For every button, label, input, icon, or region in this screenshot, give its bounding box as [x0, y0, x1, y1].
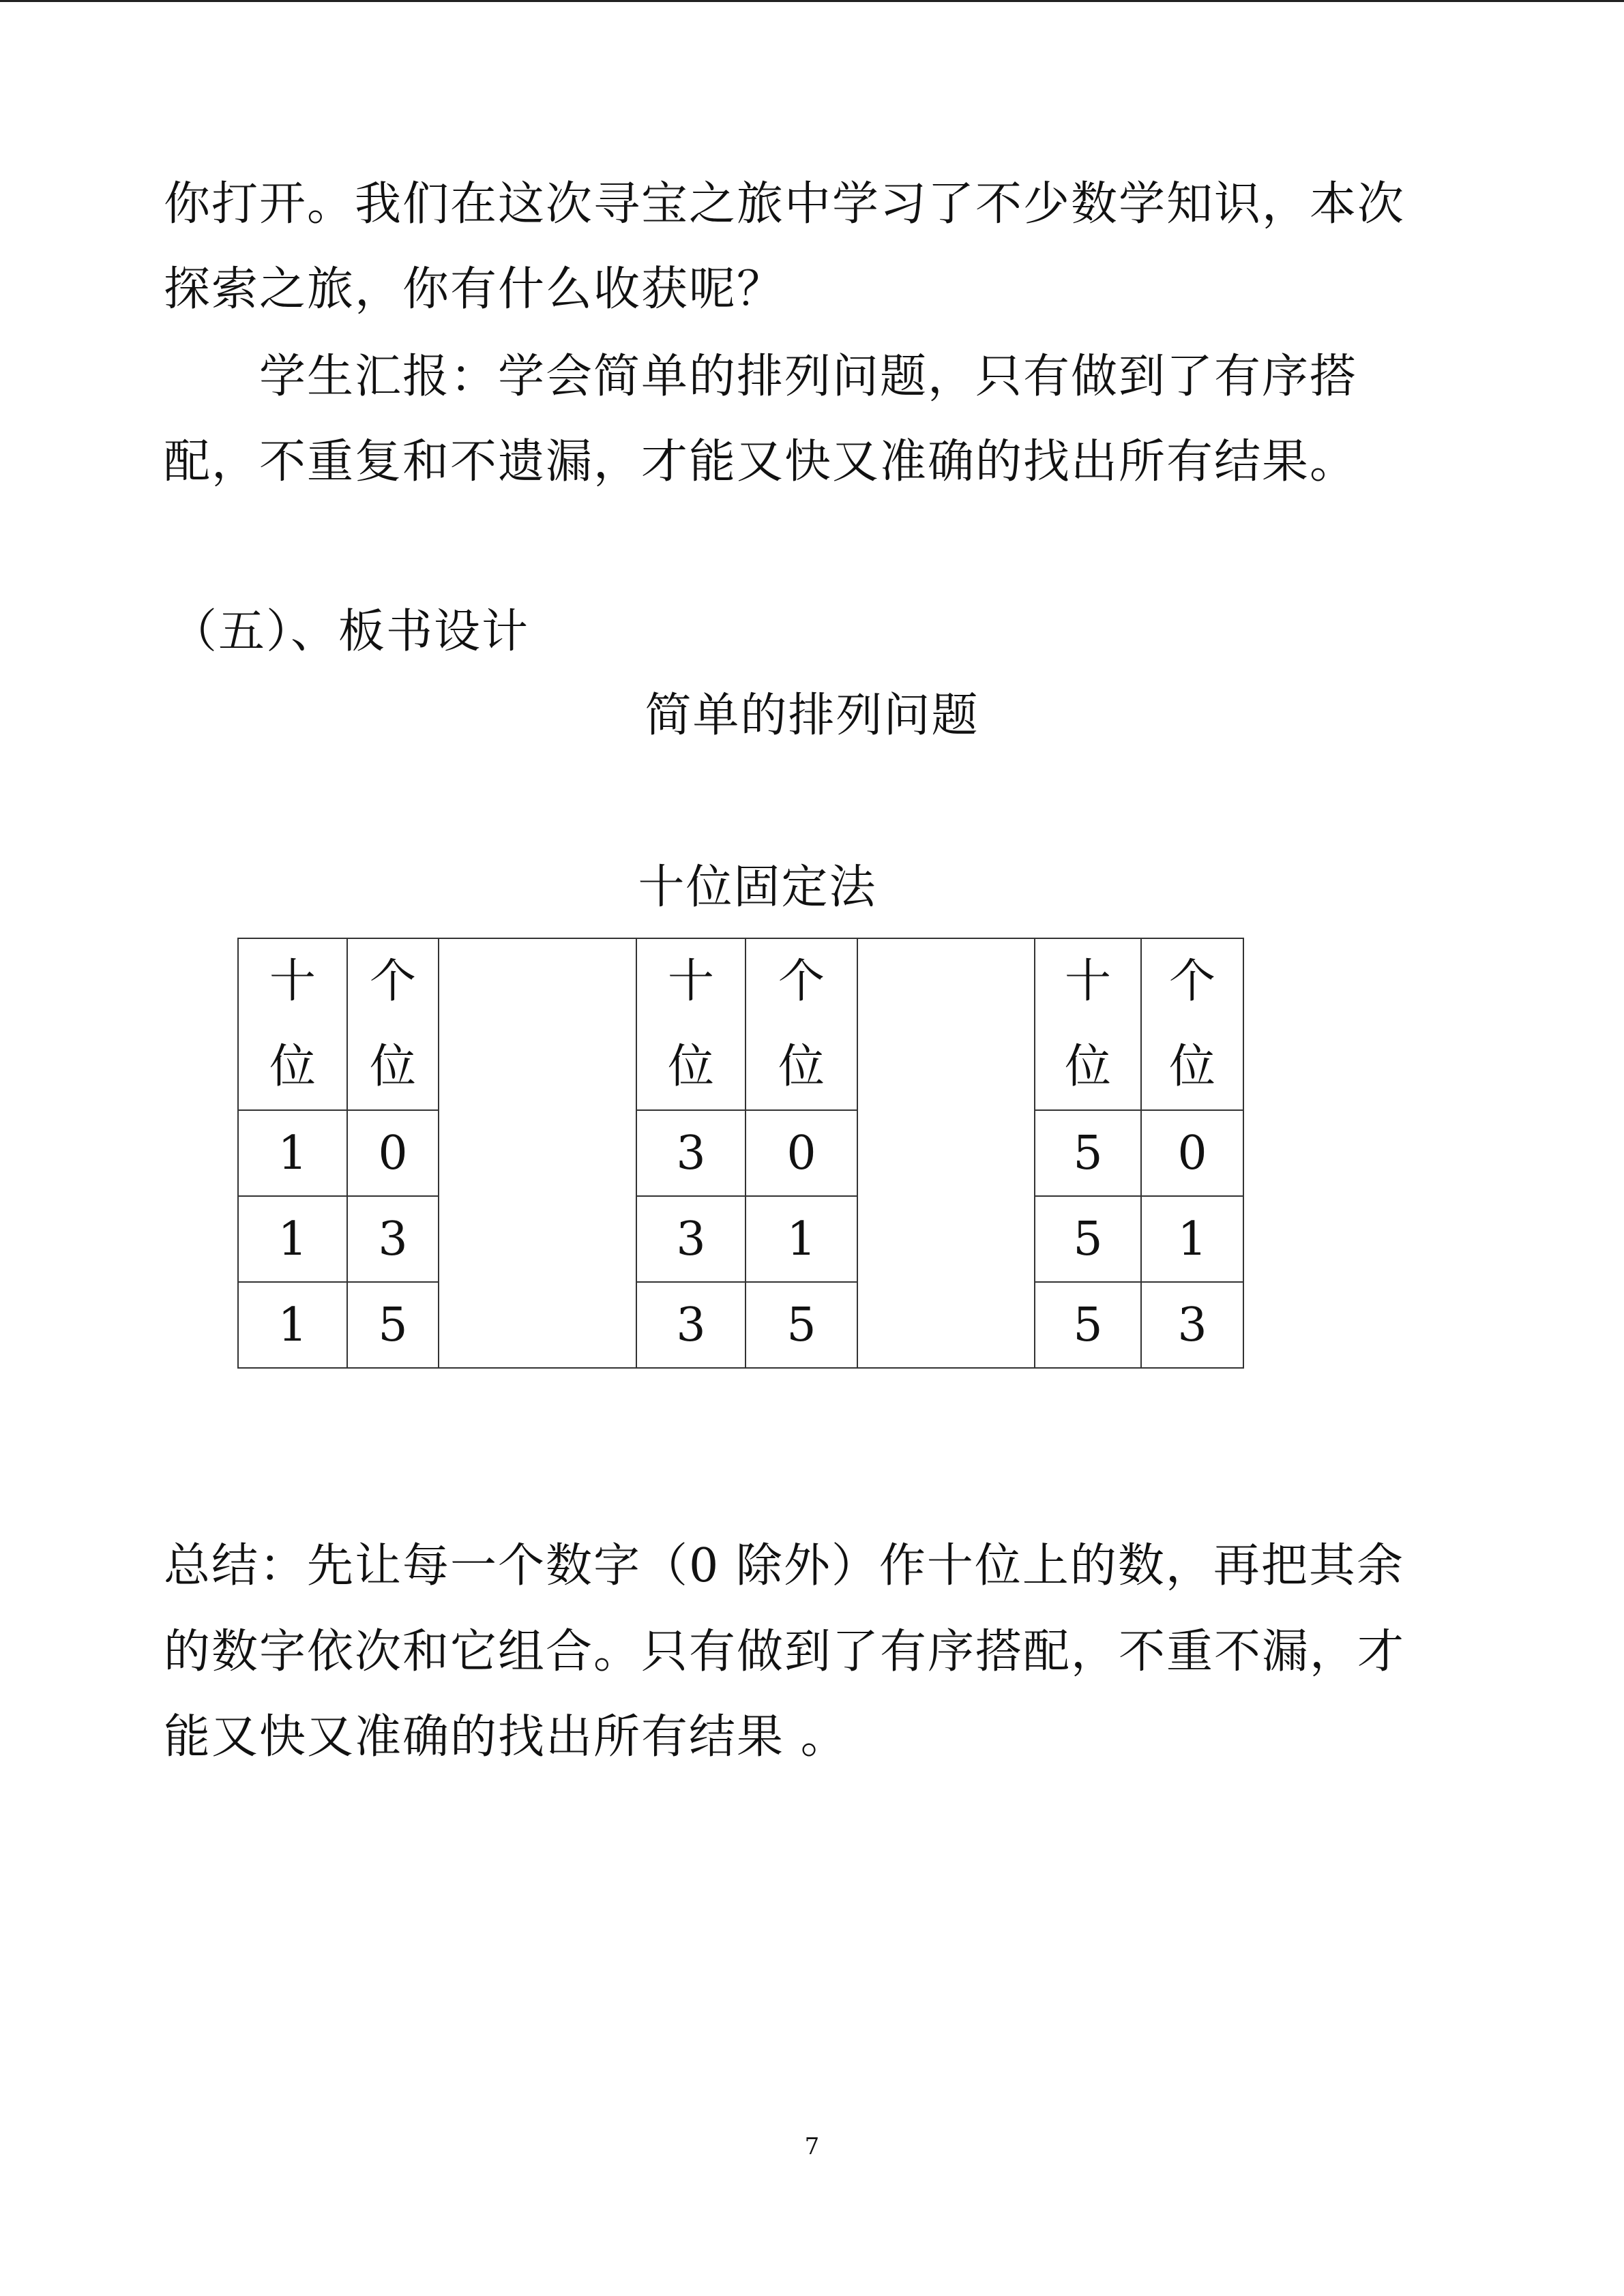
- cell-tens: 1: [238, 1196, 347, 1282]
- cell-tens: 5: [1035, 1196, 1141, 1282]
- cell-ones: 5: [347, 1282, 439, 1368]
- summary-line-3: 能又快又准确的找出所有结果 。: [164, 1710, 848, 1764]
- intro-line-2: 探索之旅，你有什么收获呢？: [164, 263, 785, 316]
- page-top-border: [0, 0, 1624, 2]
- report-line-2: 配，不重复和不遗漏，才能又快又准确的找出所有结果。: [164, 435, 1358, 489]
- method-title: 十位固定法: [638, 861, 877, 914]
- intro-line-1: 你打开。我们在这次寻宝之旅中学习了不少数学知识，本次: [164, 177, 1406, 231]
- header-tens-2: 十 位: [636, 938, 745, 1110]
- header-ones-2: 个 位: [745, 938, 857, 1110]
- tens-fixed-table: [237, 938, 1244, 1369]
- cell-ones: 0: [1141, 1110, 1243, 1196]
- cell-ones: 0: [745, 1110, 857, 1196]
- table-row: [238, 1110, 1243, 1196]
- cell-tens: 1: [238, 1282, 347, 1368]
- page-number: 7: [804, 2133, 820, 2160]
- report-line-1: 学生汇报：学会简单的排列问题，只有做到了有序搭: [259, 350, 1358, 404]
- table-gap-1: [439, 938, 636, 1368]
- table-row: [238, 1196, 1243, 1282]
- section-heading: （五）、板书设计: [171, 605, 530, 659]
- cell-ones: 0: [347, 1110, 439, 1196]
- cell-ones: 1: [745, 1196, 857, 1282]
- cell-tens: 3: [636, 1282, 745, 1368]
- cell-ones: 5: [745, 1282, 857, 1368]
- table-row: [238, 1282, 1243, 1368]
- header-tens-1: 十 位: [238, 938, 347, 1110]
- cell-ones: 3: [347, 1196, 439, 1282]
- summary-line-2: 的数字依次和它组合。只有做到了有序搭配，不重不漏，才: [164, 1625, 1406, 1679]
- header-ones-3: 个 位: [1141, 938, 1243, 1110]
- table-header-row: [238, 938, 1243, 1110]
- cell-tens: 1: [238, 1110, 347, 1196]
- cell-tens: 5: [1035, 1110, 1141, 1196]
- cell-ones: 1: [1141, 1196, 1243, 1282]
- header-ones-1: 个 位: [347, 938, 439, 1110]
- cell-tens: 3: [636, 1110, 745, 1196]
- cell-tens: 5: [1035, 1282, 1141, 1368]
- table-gap-2: [857, 938, 1035, 1368]
- cell-tens: 3: [636, 1196, 745, 1282]
- header-tens-3: 十 位: [1035, 938, 1141, 1110]
- board-title: 简单的排列问题: [645, 689, 979, 743]
- summary-line-1: 总结：先让每一个数字（0 除外）作十位上的数，再把其余: [164, 1539, 1404, 1593]
- cell-ones: 3: [1141, 1282, 1243, 1368]
